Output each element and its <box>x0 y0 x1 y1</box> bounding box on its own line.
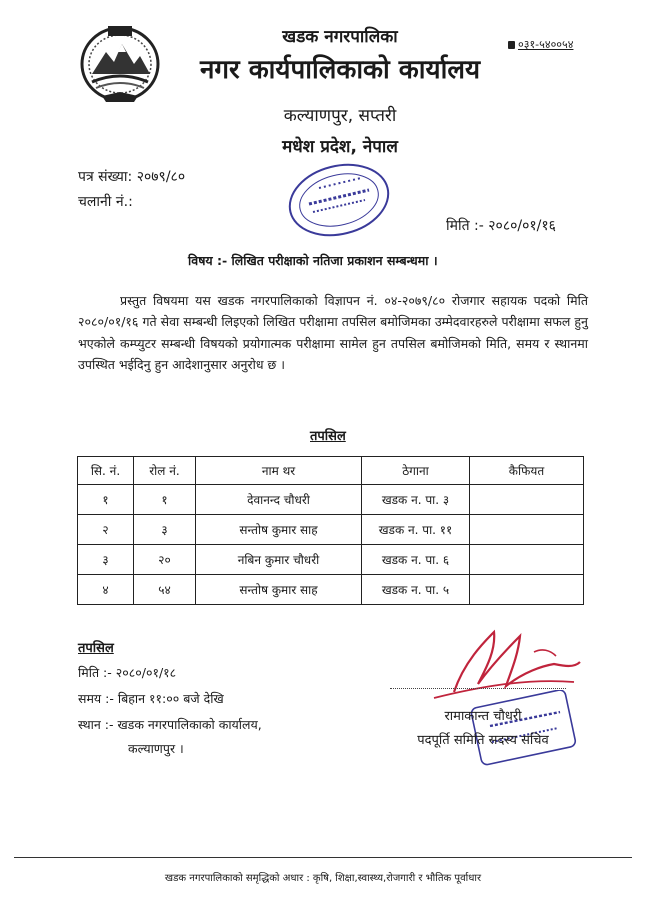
office-seal-stamp <box>283 160 395 240</box>
body-paragraph: प्रस्तुत विषयमा यस खडक नगरपालिकाको विज्ञापन नं. ०४-२०७९/८० रोजगार सहायक पदको मिति २०८०/०१/१६ गते सेवा सम्बन्धी लिइएको लिखित परीक्षामा तपसिल बमोजिमका उम्मेदवारहरुले परीक्षामा सफल हुनु भएकोले कम्प्युटर सम्बन्धी विषयको प्रयोगात्मक परीक्षामा सामेल हुन तपसिल बमोजिमको मिति, समय र स्थानमा उपस्थित भईदिनु हुन आदेशानुसार अनुरोध छ । <box>78 293 588 373</box>
table-row <box>78 515 584 545</box>
col-address-header: ठेगाना <box>362 457 470 485</box>
cell-serial: ४ <box>78 575 134 605</box>
exam-date: मिति :- २०८०/०१/१८ <box>78 665 177 680</box>
signature-line <box>390 688 566 689</box>
col-roll-header: रोल नं. <box>134 457 196 485</box>
cell-name: नबिन कुमार चौधरी <box>196 545 362 575</box>
cell-remarks <box>470 575 584 605</box>
exam-place-line2: कल्याणपुर । <box>128 741 184 756</box>
cell-roll: ५४ <box>134 575 196 605</box>
office-province: मधेश प्रदेश, नेपाल <box>282 137 398 157</box>
letter-body <box>78 290 588 376</box>
footer-motto: खडक नगरपालिकाको समृद्धिको अधार : कृषि, शिक्षा,स्वास्थ्य,रोजगारी र भौतिक पूर्वाधार <box>164 873 482 884</box>
municipality-name: खडक नगरपालिका <box>282 27 398 47</box>
table-row <box>78 545 584 575</box>
details-title: तपसिल <box>78 641 114 656</box>
signatory-name: रामाकान्त चौधरी <box>444 709 522 724</box>
col-serial-header: सि. नं. <box>78 457 134 485</box>
table-header-row <box>78 457 584 485</box>
phone-text: ०३१-५४००५४ <box>518 38 574 51</box>
phone-icon <box>508 41 515 49</box>
nepal-emblem-icon <box>78 22 162 104</box>
table-row <box>78 575 584 605</box>
exam-time: समय :- बिहान ११:०० बजे देखि <box>78 691 224 706</box>
cell-serial: १ <box>78 485 134 515</box>
reference-number: पत्र संख्या: २०७९/८० <box>78 169 186 185</box>
cell-name: देवानन्द चौधरी <box>196 485 362 515</box>
cell-remarks <box>470 545 584 575</box>
cell-name: सन्तोष कुमार साह <box>196 575 362 605</box>
table-title: तपसिल <box>310 429 346 444</box>
cell-name: सन्तोष कुमार साह <box>196 515 362 545</box>
cell-address: खडक न. पा. ६ <box>362 545 470 575</box>
cell-address: खडक न. पा. ११ <box>362 515 470 545</box>
col-remarks-header: कैफियत <box>470 457 584 485</box>
cell-remarks <box>470 485 584 515</box>
candidate-table <box>77 456 584 605</box>
footer-divider <box>14 857 632 858</box>
phone-number <box>508 37 573 52</box>
letter-date: मिति :- २०८०/०१/१६ <box>446 218 556 234</box>
cell-roll: २० <box>134 545 196 575</box>
office-place: कल्याणपुर, सप्तरी <box>283 106 397 126</box>
table-row <box>78 485 584 515</box>
cell-roll: ३ <box>134 515 196 545</box>
office-title: नगर कार्यपालिकाको कार्यालय <box>199 55 481 85</box>
letter-subject: विषय :- लिखित परीक्षाको नतिजा प्रकाशन सम्बन्धमा । <box>188 253 438 268</box>
cell-serial: ३ <box>78 545 134 575</box>
cell-remarks <box>470 515 584 545</box>
cell-roll: १ <box>134 485 196 515</box>
dispatch-number: चलानी नं.: <box>78 194 133 210</box>
col-name-header: नाम थर <box>196 457 362 485</box>
cell-address: खडक न. पा. ३ <box>362 485 470 515</box>
signatory-role: पदपूर्ति समिति सदस्य सचिव <box>417 733 549 748</box>
cell-address: खडक न. पा. ५ <box>362 575 470 605</box>
exam-place: स्थान :- खडक नगरपालिकाको कार्यालय, <box>78 717 262 732</box>
cell-serial: २ <box>78 515 134 545</box>
